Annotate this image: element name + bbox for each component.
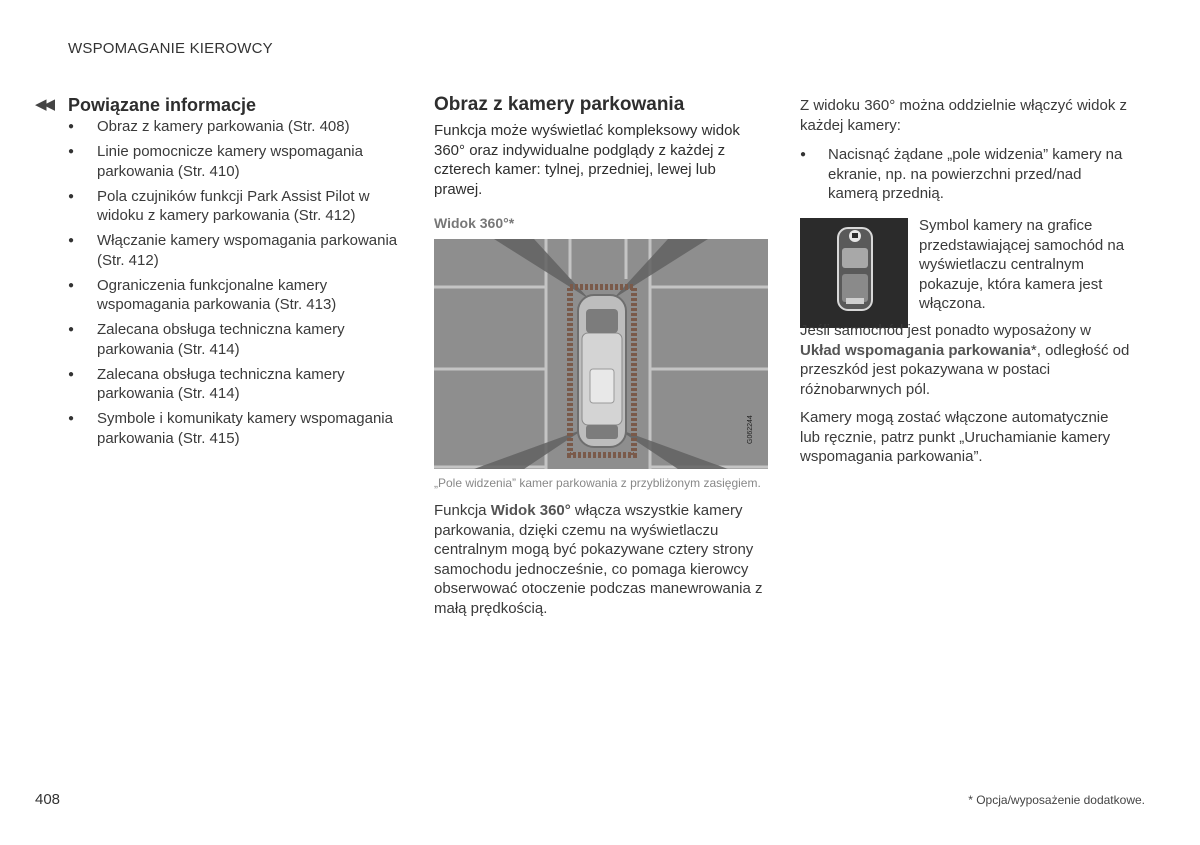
footnote: * Opcja/wyposażenie dodatkowe. [968, 793, 1145, 807]
running-header: WSPOMAGANIE KIEROWCY [68, 40, 273, 57]
intro-paragraph: Funkcja może wyświetlać kompleksowy widok 360° oraz indywidualne podglądy z każdej z czterech kamer: tylnej, przedniej, lewej lub prawej. [434, 122, 740, 198]
related-link[interactable]: ● Linie pomocnicze kamery wspomagania parkowania (Str. 410) [68, 142, 398, 181]
body-prefix: Funkcja [434, 502, 491, 519]
related-link[interactable]: ● Pola czujników funkcji Park Assist Pilot w widoku z kamery parkowania (Str. 412) [68, 187, 398, 226]
related-link[interactable]: ● Włączanie kamery wspomagania parkowania (Str. 412) [68, 231, 398, 270]
svg-text:G062244: G062244 [747, 415, 754, 444]
symbol-description: Symbol kamery na grafice przedstawiającej samochód na wyświetlaczu centralnym pokazuje, która kamera jest włączona. [919, 217, 1125, 312]
page-number: 408 [35, 791, 61, 808]
subheading-360: Widok 360°* [434, 215, 515, 231]
body-paragraph [434, 501, 764, 618]
right-bullet: ● Nacisnąć żądane „pole widzenia” kamery na ekranie, np. na powierzchni przed/nad kamerą przednią. [800, 145, 1130, 204]
body-suffix: włącza wszystkie kamery parkowania, dzięki czemu na wyświetlaczu centralnym mogą być pokazywane cztery strony samochodu jednocześnie, co pomaga kierowcy obserwować otoczenie podczas manewrowania z małą prędkością. [434, 502, 763, 617]
right-bullet-list [800, 145, 1130, 204]
p2-keyword: Układ wspomagania parkowania [800, 341, 1031, 359]
p2-prefix: Jeśli samochód jest ponadto wyposażony w [800, 322, 1091, 339]
figure-caption: „Pole widzenia” kamer parkowania z przybliżonym zasięgiem. [434, 476, 761, 490]
related-link[interactable]: ● Symbole i komunikaty kamery wspomagania parkowania (Str. 415) [68, 409, 398, 448]
p2-suffix: *, odległość od przeszkód jest pokazywana w postaci różnobarwnych pól. [800, 341, 1130, 398]
paragraph-auto-manual: Kamery mogą zostać włączone automatycznie lub ręcznie, patrz punkt „Uruchamianie kamery wspomagania parkowania”. [800, 409, 1111, 465]
related-link[interactable]: ● Zalecana obsługa techniczna kamery parkowania (Str. 414) [68, 365, 398, 404]
body-keyword: Widok 360° [490, 502, 571, 519]
right-column-lower [800, 321, 1130, 476]
back-arrows-icon[interactable]: ◀◀ [35, 96, 53, 113]
related-link[interactable]: ● Obraz z kamery parkowania (Str. 408) [68, 117, 398, 137]
paragraph-equipment [800, 321, 1130, 399]
related-info-heading: Powiązane informacje [68, 95, 257, 115]
right-column [800, 96, 1130, 204]
car-camera-symbol-icon [800, 218, 908, 328]
related-info-list [68, 117, 398, 454]
camera-360-figure [434, 239, 768, 469]
right-intro: Z widoku 360° można oddzielnie włączyć widok z każdej kamery: [800, 97, 1127, 134]
section-title: Obraz z kamery parkowania [434, 94, 685, 115]
related-link[interactable]: ● Zalecana obsługa techniczna kamery parkowania (Str. 414) [68, 320, 398, 359]
related-link[interactable]: ● Ograniczenia funkcjonalne kamery wspomagania parkowania (Str. 413) [68, 276, 398, 315]
main-column [434, 94, 764, 618]
